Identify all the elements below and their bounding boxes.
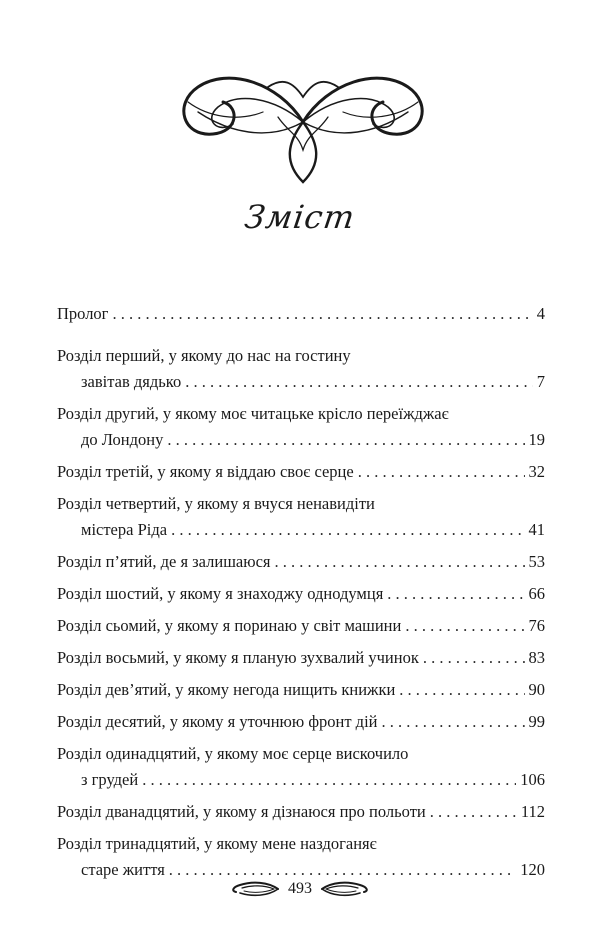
toc-entry-title-continued: з грудей [81,770,139,789]
toc-entry-title: Розділ дванадцятий, у якому я дізнаюся про польоти [57,802,426,821]
toc-entry-title-continued: завітав дядько [81,372,182,391]
dot-leader [171,517,524,543]
toc-entry-title: Розділ тринадцятий, у якому мене наздоганяє [57,834,377,853]
toc-entry-chapter-2 [57,401,545,453]
toc-entry-title: Розділ четвертий, у якому я вчуся ненавидіти [57,494,375,513]
dot-leader [387,581,524,607]
toc-page-number: 120 [520,860,545,879]
page-title: Зміст [242,198,358,236]
toc-page-number: 106 [520,770,545,789]
toc-entry-title: Розділ перший, у якому до нас на гостину [57,346,351,365]
dot-leader [405,613,524,639]
toc-page-number: 99 [528,712,545,731]
toc-entry-title: Розділ одинадцятий, у якому моє серце вискочило [57,744,409,763]
dot-leader [167,427,524,453]
toc-page-number: 112 [520,802,545,821]
toc-line [57,613,545,639]
toc-line [57,517,545,543]
ornament-flourish [168,62,438,187]
dot-leader [382,709,525,735]
toc-page-number: 83 [528,648,545,667]
toc-line [57,459,545,485]
toc-entry-chapter-8 [57,645,545,671]
toc-entry-chapter-6 [57,581,545,607]
dot-leader [185,369,533,395]
toc-entry-title-continued: старе життя [81,860,165,879]
dot-leader [430,799,517,825]
toc-entry-chapter-5 [57,549,545,575]
toc-entry-title: Розділ другий, у якому моє читацьке крісло переїжджає [57,404,449,423]
toc-line [57,549,545,575]
toc-entry-title: Розділ восьмий, у якому я планую зухвалий учинок [57,648,419,667]
toc-entry-title: Розділ шостий, у якому я знаходжу однодумця [57,584,384,603]
toc-page-number: 4 [536,304,545,323]
toc-page-number: 90 [528,680,545,699]
toc-line [57,677,545,703]
toc-entry-chapter-1 [57,343,545,395]
dot-leader [112,301,532,327]
toc-line [57,767,545,793]
toc-entry-chapter-4 [57,491,545,543]
toc-line [57,301,545,327]
toc-entry-title: Розділ дев’ятий, у якому негода нищить книжки [57,680,396,699]
toc-entry-chapter-3 [57,459,545,485]
toc-entry-chapter-11 [57,741,545,793]
toc-line [57,709,545,735]
toc-entry-chapter-12 [57,799,545,825]
fleuron-left-icon [228,879,280,899]
toc-entry-chapter-7 [57,613,545,639]
dot-leader [358,459,525,485]
toc-page-number: 7 [536,372,545,391]
toc-entry-title: Розділ сьомий, у якому я поринаю у світ машини [57,616,402,635]
toc-page-number: 19 [528,430,545,449]
toc-entry-title-continued: містера Ріда [81,520,168,539]
toc-entry-title: Пролог [57,304,109,323]
toc-line [57,645,545,671]
toc-entry-title-continued: до Лондону [81,430,164,449]
toc-line [57,427,545,453]
toc-line [57,581,545,607]
table-of-contents [57,301,545,883]
page-number: 493 [288,880,312,897]
dot-leader [142,767,516,793]
toc-page-number: 53 [528,552,545,571]
toc-entry-title: Розділ десятий, у якому я уточнюю фронт дій [57,712,378,731]
toc-page-number: 76 [528,616,545,635]
toc-entry-title: Розділ п’ятий, де я залишаюся [57,552,271,571]
toc-entry-title: Розділ третій, у якому я віддаю своє серце [57,462,354,481]
dot-leader [399,677,524,703]
dot-leader [275,549,525,575]
fleuron-right-icon [320,879,372,899]
toc-entry-prologue [57,301,545,327]
toc-line [57,799,545,825]
dot-leader [423,645,525,671]
toc-entry-chapter-13 [57,831,545,883]
toc-entry-chapter-9 [57,677,545,703]
toc-page-number: 32 [528,462,545,481]
toc-page-number: 66 [528,584,545,603]
toc-page-number: 41 [528,520,545,539]
toc-line [57,369,545,395]
toc-entry-chapter-10 [57,709,545,735]
page-footer [0,879,600,899]
